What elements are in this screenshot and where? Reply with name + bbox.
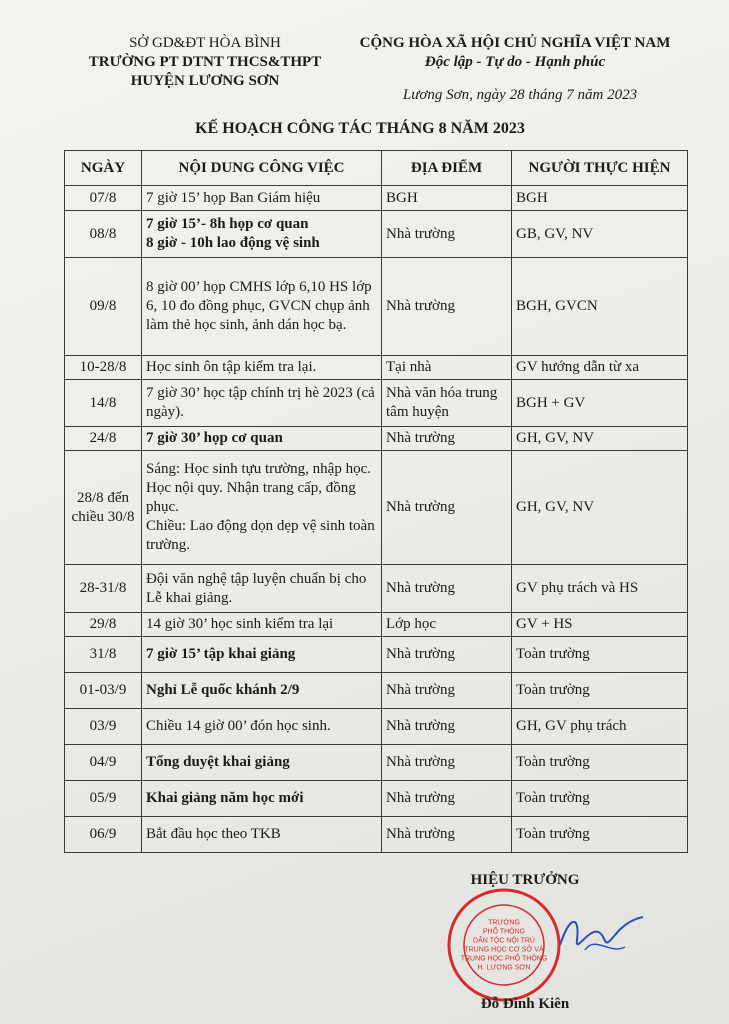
cell-person: Toàn trường (512, 637, 688, 673)
seal-text-line: TRUNG HỌC CƠ SỞ VÀ (464, 946, 544, 954)
table-row (65, 637, 688, 673)
table-row (65, 211, 688, 258)
cell-place: Nhà trường (382, 211, 512, 258)
cell-person: Toàn trường (512, 781, 688, 817)
cell-person: GH, GV, NV (512, 451, 688, 565)
cell-date: 28/8 đến chiều 30/8 (65, 451, 142, 565)
cell-date: 31/8 (65, 637, 142, 673)
cell-place: Nhà trường (382, 258, 512, 356)
cell-content: 8 giờ 00’ họp CMHS lớp 6,10 HS lớp 6, 10 đo đồng phục, GVCN chụp ảnh làm thẻ học sinh, ảnh dán học bạ. (142, 258, 382, 356)
table-body (65, 186, 688, 853)
cell-person: Toàn trường (512, 745, 688, 781)
cell-content: Khai giảng năm học mới (142, 781, 382, 817)
table-row (65, 817, 688, 853)
cell-person: BGH + GV (512, 380, 688, 427)
cell-place: Nhà trường (382, 451, 512, 565)
table-row (65, 427, 688, 451)
cell-date: 08/8 (65, 211, 142, 258)
cell-person: Toàn trường (512, 673, 688, 709)
cell-content: Tổng duyệt khai giảng (142, 745, 382, 781)
school-seal (445, 886, 563, 1004)
table-row (65, 186, 688, 211)
cell-content: 14 giờ 30’ học sinh kiểm tra lại (142, 613, 382, 637)
document-title: KẾ HOẠCH CÔNG TÁC THÁNG 8 NĂM 2023 (195, 120, 525, 137)
column-header-person: NGƯỜI THỰC HIỆN (512, 151, 688, 186)
table-row (65, 565, 688, 613)
cell-place: Nhà trường (382, 427, 512, 451)
cell-date: 09/8 (65, 258, 142, 356)
cell-date: 03/9 (65, 709, 142, 745)
department-name: SỞ GD&ĐT HÒA BÌNH (129, 35, 281, 51)
table-row (65, 258, 688, 356)
table-row (65, 380, 688, 427)
cell-person: GV hướng dẫn từ xa (512, 356, 688, 380)
issuing-agency-block (60, 34, 350, 91)
work-plan-table (64, 150, 688, 853)
cell-content: Học sinh ôn tập kiểm tra lại. (142, 356, 382, 380)
cell-date: 07/8 (65, 186, 142, 211)
cell-person: Toàn trường (512, 817, 688, 853)
cell-date: 10-28/8 (65, 356, 142, 380)
cell-date: 04/9 (65, 745, 142, 781)
table-row (65, 451, 688, 565)
cell-place: Nhà trường (382, 781, 512, 817)
cell-place: Lớp học (382, 613, 512, 637)
table-row (65, 673, 688, 709)
column-header-content: NỘI DUNG CÔNG VIỆC (142, 151, 382, 186)
seal-text-line: H. LƯƠNG SƠN (477, 964, 531, 972)
seal-text-line: TRUNG HỌC PHỔ THÔNG (460, 955, 548, 963)
table-row (65, 356, 688, 380)
cell-content: 7 giờ 30’ họp cơ quan (142, 427, 382, 451)
seal-text-line: PHỔ THÔNG (482, 928, 526, 936)
cell-person: GH, GV phụ trách (512, 709, 688, 745)
cell-date: 14/8 (65, 380, 142, 427)
country-name: CỘNG HÒA XÃ HỘI CHỦ NGHĨA VIỆT NAM (359, 35, 671, 51)
cell-person: GH, GV, NV (512, 427, 688, 451)
cell-place: Nhà trường (382, 817, 512, 853)
cell-place: Nhà trường (382, 565, 512, 613)
cell-person: BGH (512, 186, 688, 211)
seal-text-line: TRƯỜNG (488, 919, 520, 927)
cell-place: Nhà trường (382, 637, 512, 673)
table-row (65, 781, 688, 817)
cell-content: Đội văn nghệ tập luyện chuẩn bị cho Lễ khai giảng. (142, 565, 382, 613)
cell-content: Sáng: Học sinh tựu trường, nhập học. Học nội quy. Nhận trang cấp, đồng phục. Chiều: Lao động dọn dẹp vệ sinh toàn trường. (142, 451, 382, 565)
cell-date: 29/8 (65, 613, 142, 637)
cell-person: GV phụ trách và HS (512, 565, 688, 613)
cell-content: 7 giờ 15’- 8h họp cơ quan 8 giờ - 10h lao động vệ sinh (142, 211, 382, 258)
cell-place: Nhà trường (382, 745, 512, 781)
cell-person: GV + HS (512, 613, 688, 637)
cell-place: Nhà văn hóa trung tâm huyện (382, 380, 512, 427)
national-motto: Độc lập - Tự do - Hạnh phúc (424, 54, 606, 70)
document-date: Lương Sơn, ngày 28 tháng 7 năm 2023 (402, 87, 638, 103)
signer-name: Đỗ Đình Kiên (480, 996, 570, 1012)
cell-person: BGH, GVCN (512, 258, 688, 356)
cell-person: GB, GV, NV (512, 211, 688, 258)
cell-content: Nghỉ Lễ quốc khánh 2/9 (142, 673, 382, 709)
cell-date: 24/8 (65, 427, 142, 451)
handwritten-signature (555, 905, 645, 965)
cell-content: 7 giờ 15’ tập khai giảng (142, 637, 382, 673)
cell-content: 7 giờ 15’ họp Ban Giám hiệu (142, 186, 382, 211)
cell-content: Bắt đầu học theo TKB (142, 817, 382, 853)
cell-place: Tại nhà (382, 356, 512, 380)
school-name: TRƯỜNG PT DTNT THCS&THPT (88, 54, 322, 70)
cell-date: 06/9 (65, 817, 142, 853)
cell-content: Chiều 14 giờ 00’ đón học sinh. (142, 709, 382, 745)
cell-place: Nhà trường (382, 673, 512, 709)
column-header-date: NGÀY (65, 151, 142, 186)
district-name: HUYỆN LƯƠNG SƠN (130, 73, 280, 89)
cell-date: 05/9 (65, 781, 142, 817)
cell-date: 01-03/9 (65, 673, 142, 709)
column-header-place: ĐỊA ĐIỂM (382, 151, 512, 186)
seal-text-line: DÂN TỘC NỘI TRÚ (473, 937, 535, 945)
cell-place: Nhà trường (382, 709, 512, 745)
signer-title: HIỆU TRƯỞNG (470, 872, 580, 888)
table-row (65, 709, 688, 745)
cell-date: 28-31/8 (65, 565, 142, 613)
cell-content: 7 giờ 30’ học tập chính trị hè 2023 (cả ngày). (142, 380, 382, 427)
cell-place: BGH (382, 186, 512, 211)
table-header-row (65, 151, 688, 186)
table-row (65, 745, 688, 781)
table-row (65, 613, 688, 637)
national-motto-block (330, 34, 700, 72)
